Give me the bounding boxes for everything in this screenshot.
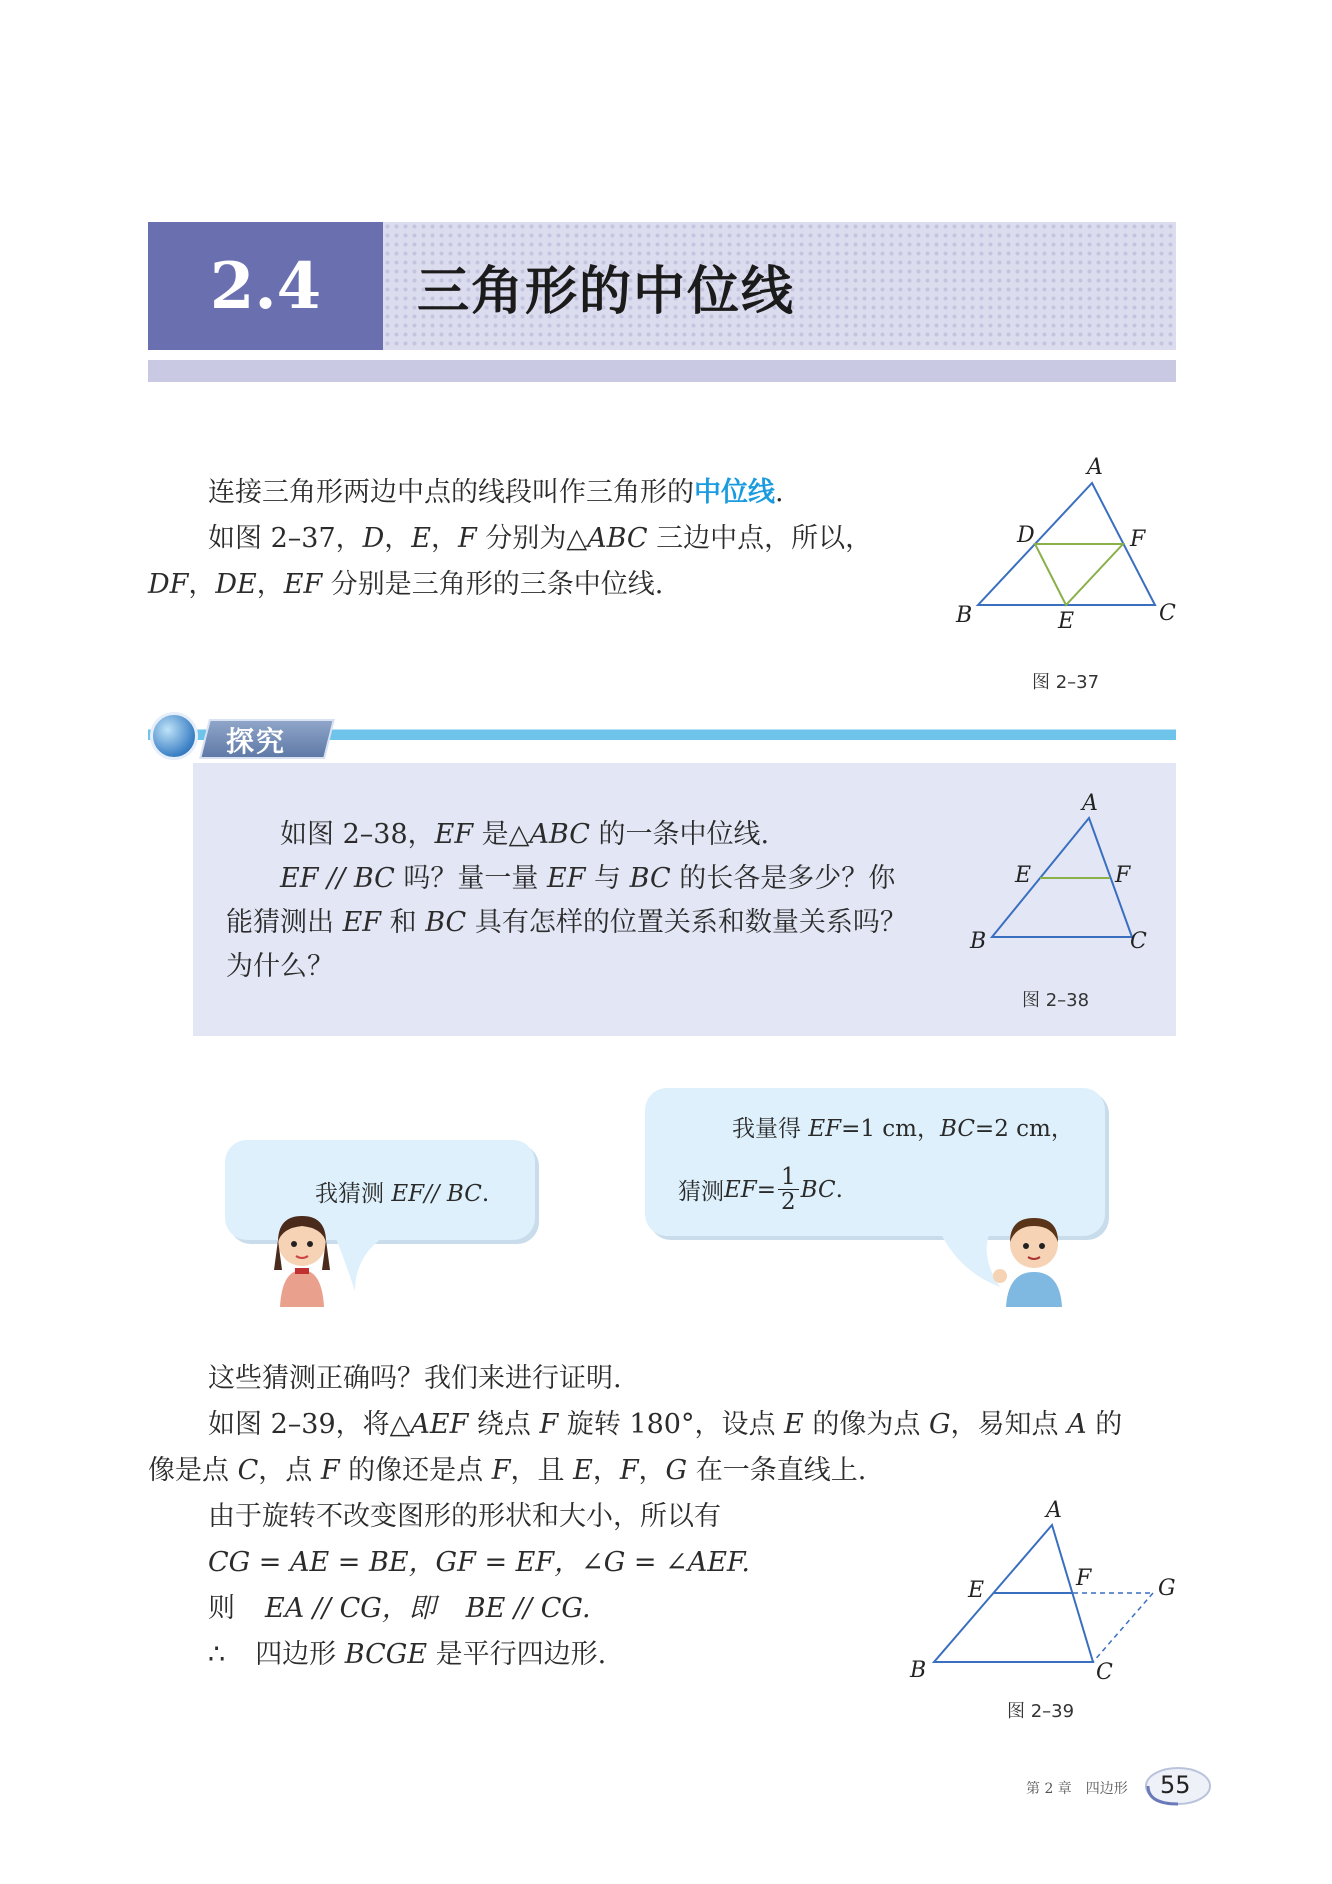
label-b: B [956, 603, 973, 628]
label-c: C [1159, 601, 1176, 626]
explore-line-3 [226, 900, 907, 946]
boy-illustration [992, 1212, 1072, 1307]
text: = [756, 1176, 777, 1203]
var: BC [446, 1181, 482, 1207]
proof-line-7 [208, 1632, 606, 1678]
proof-line-5: CG = AE = BE，GF = EF，∠G = ∠AEF. [208, 1547, 751, 1578]
midline-triangle [1035, 544, 1123, 605]
var: EF [547, 863, 586, 894]
var: F [619, 1455, 639, 1486]
text: 三边中点，所以， [647, 523, 873, 554]
var: BC [353, 863, 395, 894]
intro-line-2 [208, 516, 872, 562]
text: =2 cm， [974, 1116, 1074, 1142]
text: 的长各是多少？你 [670, 863, 896, 894]
girl-bubble-tail [335, 1236, 395, 1296]
text: 是平行四边形. [427, 1639, 607, 1670]
text: 四边形 [255, 1639, 345, 1670]
text: ， [188, 569, 216, 600]
label-e: E [968, 1578, 985, 1603]
text: 如图 2–38， [280, 819, 435, 850]
boy-bubble-tail [940, 1232, 1000, 1292]
text: 的 [1086, 1409, 1123, 1440]
var: F [491, 1455, 511, 1486]
text: ，点 [258, 1455, 321, 1486]
var: BC [939, 1116, 975, 1142]
label-f: F [1076, 1566, 1092, 1591]
section-title: 三角形的中位线 [417, 260, 796, 322]
var: D [362, 523, 385, 554]
var: AEF [410, 1409, 469, 1440]
section-number-block [148, 222, 383, 350]
text: 旋转 180°，设点 [558, 1409, 785, 1440]
text: =1 cm， [841, 1116, 940, 1142]
text: 在一条直线上. [687, 1455, 867, 1486]
text: 分别是三角形的三条中位线. [322, 569, 664, 600]
boy-bubble-line-2 [678, 1165, 843, 1214]
explore-label: 探究 [226, 725, 287, 758]
text: 我量得 [732, 1116, 809, 1142]
text: ， [431, 523, 458, 554]
var: EF [342, 907, 382, 938]
denominator: 2 [781, 1189, 796, 1215]
var: DF [148, 569, 189, 600]
text: 如图 2–37， [208, 523, 363, 554]
definition-term: 中位线 [694, 477, 775, 508]
var: EF [724, 1176, 757, 1203]
var: BC [800, 1176, 836, 1203]
proof-line-2 [208, 1402, 1122, 1448]
text: 像是点 [148, 1455, 238, 1486]
figure-2-39 [900, 1495, 1180, 1685]
intro-line-3 [148, 562, 663, 608]
proof-line-1: 这些猜测正确吗？我们来进行证明. [208, 1363, 622, 1394]
definition-text: 连接三角形两边中点的线段叫作三角形的 [208, 477, 694, 508]
var: E [784, 1409, 804, 1440]
text: 我猜测 [315, 1181, 392, 1207]
text: 与 [585, 863, 630, 894]
footer-chapter: 第 2 章 四边形 [1026, 1781, 1128, 1797]
header-band [148, 360, 1176, 382]
text: ，且 [510, 1455, 574, 1486]
figure-2-39-caption: 图 2–39 [1007, 1701, 1075, 1722]
text: 的一条中位线. [589, 819, 770, 850]
girl-bubble-text [315, 1175, 489, 1208]
label-d: D [1017, 523, 1035, 548]
girl-illustration [262, 1212, 342, 1307]
text: 吗？量一量 [394, 863, 547, 894]
var: BC [629, 863, 671, 894]
figure-2-37-caption: 图 2–37 [1032, 672, 1100, 693]
section-number: 2.4 [209, 248, 322, 324]
text: 如图 2–39，将△ [208, 1409, 411, 1440]
label-a: A [1082, 791, 1098, 816]
var: E [411, 523, 431, 554]
var: F [320, 1455, 340, 1486]
label-b: B [910, 1658, 927, 1683]
fraction-one-half [778, 1165, 799, 1214]
var: C [237, 1455, 259, 1486]
segment-gc [1093, 1593, 1153, 1662]
label-g: G [1158, 1576, 1176, 1601]
text: . [481, 1181, 490, 1207]
var: E [573, 1455, 593, 1486]
text: ， [638, 1455, 666, 1486]
label-a: A [1087, 455, 1103, 480]
definition-line [208, 470, 784, 516]
label-e: E [1058, 609, 1075, 634]
parallel-sign: // [424, 1181, 447, 1207]
figure-2-38-caption: 图 2–38 [1022, 990, 1090, 1011]
label-f: F [1130, 527, 1146, 552]
var: EF [391, 1181, 425, 1207]
text: ，易知点 [950, 1409, 1068, 1440]
text: 分别为△ [476, 523, 588, 554]
text: . [835, 1176, 843, 1203]
therefore-sign: ∴ [208, 1639, 226, 1670]
text: 绕点 [468, 1409, 540, 1440]
var: A [1067, 1409, 1087, 1440]
label-c: C [1130, 929, 1147, 954]
text: 和 [381, 907, 426, 938]
label-a: A [1046, 1498, 1062, 1523]
proof-line-3 [148, 1448, 866, 1494]
var: F [539, 1409, 559, 1440]
statement: EA // CG，即 [265, 1593, 436, 1624]
var: DE [215, 569, 257, 600]
var: EF [280, 863, 319, 894]
text: ， [256, 569, 284, 600]
proof-line-6 [208, 1586, 591, 1632]
statement: BE // CG. [465, 1593, 591, 1624]
var: BCGE [344, 1639, 428, 1670]
var: ABC [587, 523, 648, 554]
var: EF [808, 1116, 842, 1142]
explore-line-1 [280, 812, 769, 858]
label-b: B [970, 929, 987, 954]
page-number: 55 [1160, 1771, 1191, 1799]
var: ABC [529, 819, 590, 850]
label-f: F [1115, 863, 1131, 888]
proof-line-4: 由于旋转不改变图形的形状和大小，所以有 [208, 1501, 721, 1532]
var: EF [283, 569, 323, 600]
text: 的像为点 [803, 1409, 929, 1440]
text: 能猜测出 [226, 907, 343, 938]
text: ， [592, 1455, 620, 1486]
text: 猜测 [678, 1179, 724, 1205]
var: G [665, 1455, 688, 1486]
figure-2-37 [950, 450, 1176, 640]
explore-line-4: 为什么？ [226, 951, 334, 982]
label-c: C [1096, 1660, 1113, 1685]
definition-end: . [775, 477, 784, 508]
text: 具有怎样的位置关系和数量关系吗？ [466, 907, 907, 938]
section-title-block [383, 222, 1176, 350]
numerator: 1 [778, 1165, 799, 1190]
var: G [928, 1409, 951, 1440]
var: BC [425, 907, 467, 938]
text: 是△ [473, 819, 530, 850]
explore-icon [150, 712, 198, 760]
label-e: E [1015, 863, 1032, 888]
figure-2-38 [960, 790, 1160, 960]
parallel-sign: // [318, 863, 354, 894]
text: 的像还是点 [339, 1455, 492, 1486]
text: 则 [208, 1593, 235, 1624]
explore-line-2 [280, 856, 895, 902]
boy-bubble-line-1 [732, 1110, 1074, 1143]
var: EF [434, 819, 474, 850]
text: ， [384, 523, 412, 554]
var: F [458, 523, 477, 554]
